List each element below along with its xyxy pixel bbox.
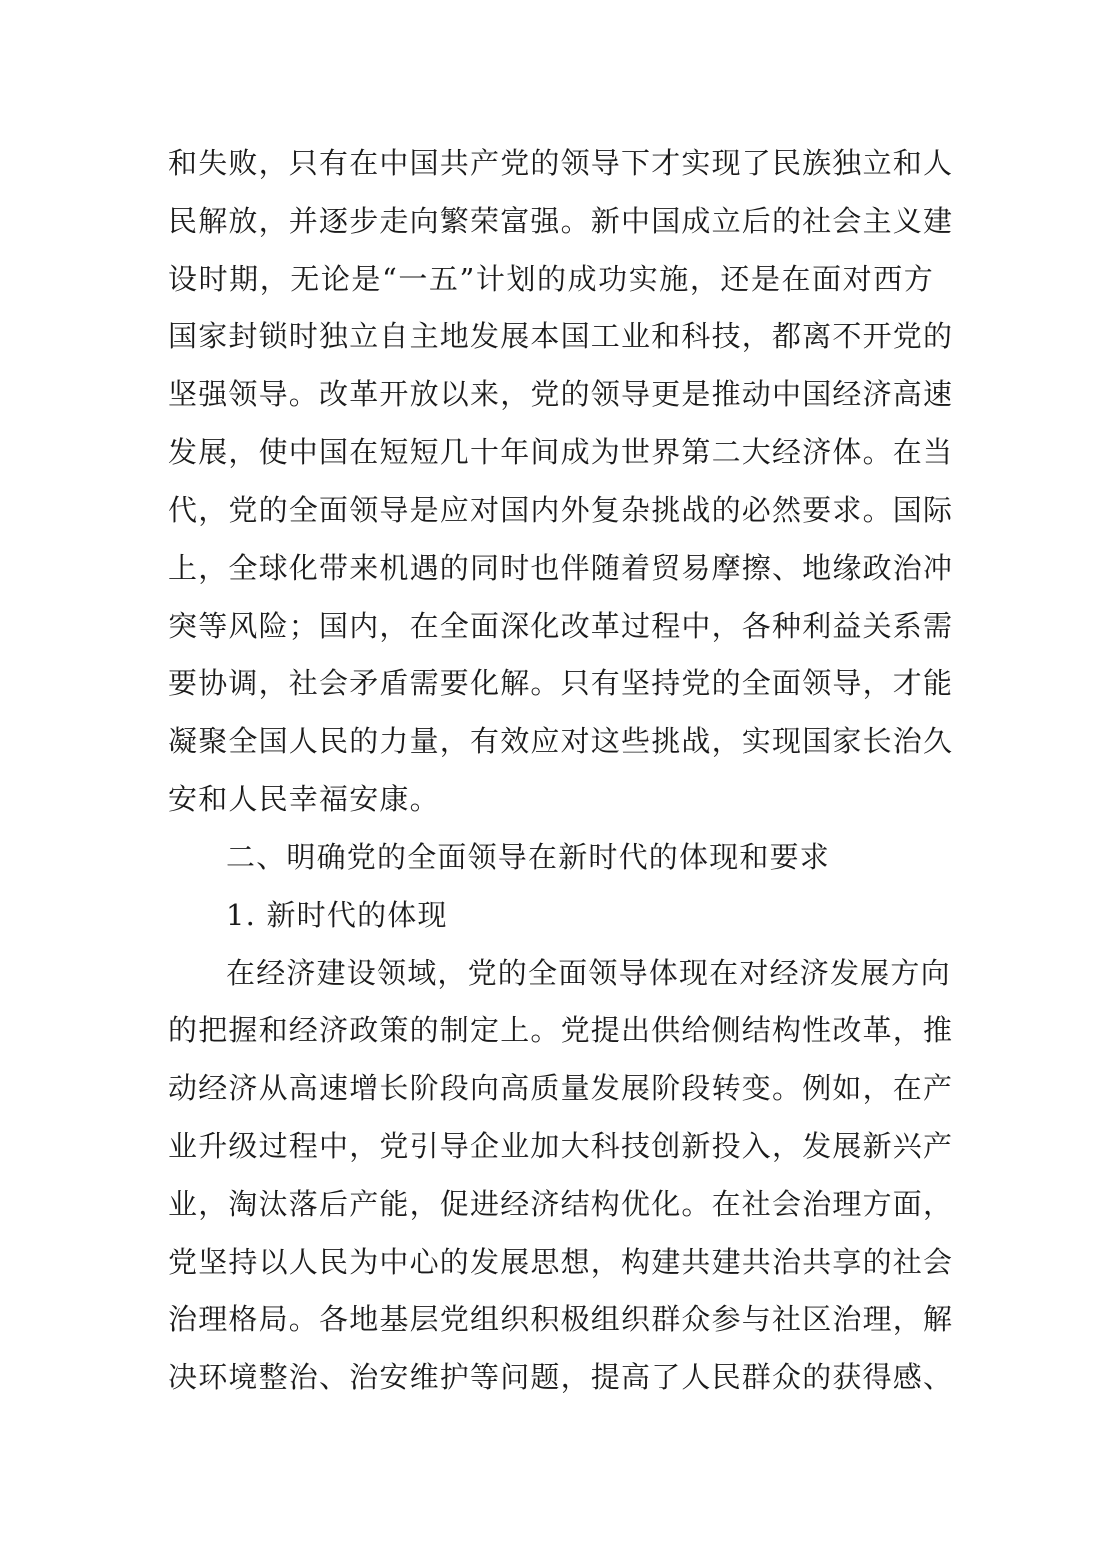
subsection-heading: 1. 新时代的体现 bbox=[226, 898, 448, 932]
paragraph-line: 业，淘汰落后产能，促进经济结构优化。在社会治理方面， bbox=[168, 1187, 954, 1221]
paragraph-line: 决环境整治、治安维护等问题，提高了人民群众的获得感、 bbox=[168, 1360, 954, 1394]
paragraph-line: 民解放，并逐步走向繁荣富强。新中国成立后的社会主义建 bbox=[168, 204, 954, 238]
paragraph-line: 发展，使中国在短短几十年间成为世界第二大经济体。在当 bbox=[168, 435, 954, 469]
paragraph-line: 突等风险；国内，在全面深化改革过程中，各种利益关系需 bbox=[168, 609, 954, 643]
paragraph-line: 动经济从高速增长阶段向高质量发展阶段转变。例如，在产 bbox=[168, 1071, 954, 1105]
paragraph-line: 凝聚全国人民的力量，有效应对这些挑战，实现国家长治久 bbox=[168, 724, 954, 758]
section-heading: 二、明确党的全面领导在新时代的体现和要求 bbox=[226, 840, 831, 874]
paragraph-line: 上，全球化带来机遇的同时也伴随着贸易摩擦、地缘政治冲 bbox=[168, 551, 954, 585]
paragraph-line: 党坚持以人民为中心的发展思想，构建共建共治共享的社会 bbox=[168, 1245, 954, 1279]
paragraph-line: 代，党的全面领导是应对国内外复杂挑战的必然要求。国际 bbox=[168, 493, 954, 527]
paragraph-line: 和失败，只有在中国共产党的领导下才实现了民族独立和人 bbox=[168, 146, 954, 180]
paragraph-line: 要协调，社会矛盾需要化解。只有坚持党的全面领导，才能 bbox=[168, 666, 954, 700]
paragraph-line: 设时期，无论是“一五”计划的成功实施，还是在面对西方 bbox=[168, 262, 934, 296]
paragraph-line: 业升级过程中，党引导企业加大科技创新投入，发展新兴产 bbox=[168, 1129, 954, 1163]
paragraph-line: 安和人民幸福安康。 bbox=[168, 782, 440, 816]
paragraph-line: 在经济建设领域，党的全面领导体现在对经济发展方向 bbox=[226, 956, 951, 990]
paragraph-line: 的把握和经济政策的制定上。党提出供给侧结构性改革，推 bbox=[168, 1013, 954, 1047]
paragraph-line: 坚强领导。改革开放以来，党的领导更是推动中国经济高速 bbox=[168, 377, 954, 411]
paragraph-line: 治理格局。各地基层党组织积极组织群众参与社区治理，解 bbox=[168, 1302, 954, 1336]
paragraph-line: 国家封锁时独立自主地发展本国工业和科技，都离不开党的 bbox=[168, 319, 954, 353]
